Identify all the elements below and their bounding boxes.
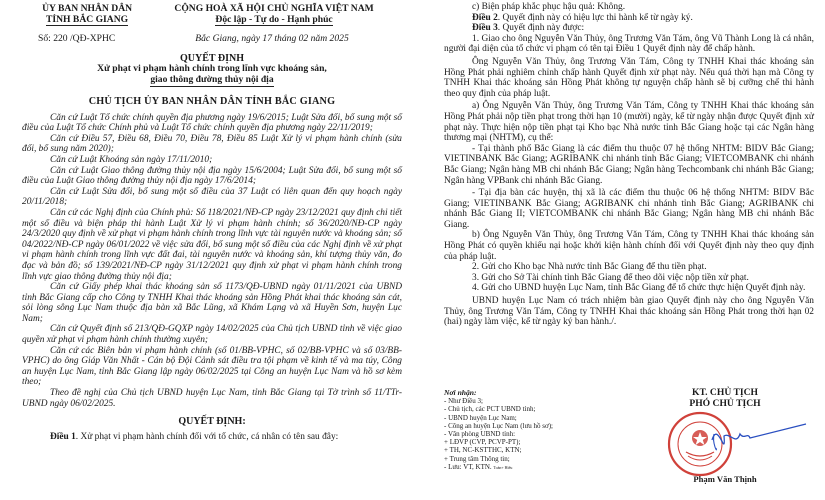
article-3-item: 1. Giao cho ông Nguyễn Văn Thủy, ông Trương Văn Tám, ông Vũ Thành Long là cá nhân, người đại diện của tổ chức vi phạm có tên tại Điều 1 Quyết định này để chấp hành.	[444, 33, 814, 55]
recipient: + LĐVP (CVP, PCVP-PT);	[444, 438, 521, 447]
legal-basis: Căn cứ Giấy phép khai thác khoáng sản số 1173/QĐ-UBND ngày 01/11/2021 của UBND tỉnh Bắc Giang cấp cho Công ty TNHH Khai thác khoáng sản Hồng Phát khai thác khoáng sản cát, sỏi lòng sông Lục Nam thuộc địa bàn xã Bắc Lũng, xã Khám Lạng và xã Huyền Sơn, huyện Lục Nam;	[22, 282, 402, 324]
nation-line2: Độc lập - Tự do - Hạnh phúc	[215, 13, 333, 25]
article-1	[22, 432, 402, 442]
nation-line1: CỘNG HOÀ XÃ HỘI CHỦ NGHĨA VIỆT NAM	[174, 3, 374, 14]
legal-basis: Căn cứ Luật Sửa đổi, bổ sung một số điều của 37 Luật có liên quan đến quy hoạch ngày 20/11/2018;	[22, 186, 402, 208]
legal-basis: Căn cứ các Nghị định của Chính phủ: Số 118/2021/NĐ-CP ngày 23/12/2021 quy định chi tiết một số điều và biện pháp thi hành Luật Xử lý vi phạm hành chính; số 36/2020/NĐ-CP ngày 24/3/2020 quy định về xử phạt vi phạm hành chính trong lĩnh vực tài nguyên nước và khoáng sản; số 04/2022/NĐ-CP ngày 06/01/2022 về việc sửa đổi, bổ sung một số điều của các Nghị định về xử phạt vi phạm hành chính trong lĩnh vực đất đai, tài nguyên nước và khoáng sản, khí tượng thủy văn, đo đạc và bản đồ; số 139/2021/NĐ-CP ngày 31/12/2021 quy định xử phạt vi phạm hành chính trong lĩnh vực giao thông đường thủy nội địa;	[22, 207, 402, 282]
recipient: - Chủ tịch, các PCT UBND tỉnh;	[444, 405, 536, 414]
article-3-item: a) Ông Nguyễn Văn Thủy, ông Trương Văn Tám, Công ty TNHH Khai thác khoáng sản Hồng Phát phải nộp tiền phạt trong thời hạn 10 (mười) ngày, kể từ ngày nhận được Quyết định xử phạt này. Thực hiện nộp tiền phạt tại Kho bạc Nhà nước tỉnh Bắc Giang hoặc tại các Ngân hàng thương mại (NHTM), cụ thể:	[444, 101, 814, 144]
recipient: - Như Điều 3;	[444, 397, 483, 406]
legal-basis: Căn cứ các Biên bản vi phạm hành chính (số 01/BB-VPHC, số 02/BB-VPHC và số 03/BB-VPHC) do ông Giáp Văn Nhất - Cán bộ Đội Cảnh sát điều tra tội phạm về kinh tế và ma túy, Công an huyện Lục Nam, tỉnh Bắc Giang lập ngày 06/02/2025 tại Công an huyện Lục Nam và hồ sơ kèm theo;	[22, 345, 402, 388]
official-seal-icon	[666, 410, 816, 480]
legal-bases	[22, 113, 402, 410]
agency-line2: TỈNH BẮC GIANG	[46, 13, 129, 25]
article-3-item: 4. Gửi cho UBND huyện Lục Nam, tỉnh Bắc Giang để tổ chức thực hiện Quyết định này.	[472, 283, 806, 294]
recipient: - Văn phòng UBND tỉnh:	[444, 430, 516, 439]
article-3-item: - Tại thành phố Bắc Giang là các điểm thu thuộc 07 hệ thống NHTM: BIDV Bắc Giang; VIETINBANK Bắc Giang; AGRIBANK chi nhánh tỉnh Bắc Giang; VIETCOMBANK chi nhánh Bắc Giang; Ngân hàng MB chi nhánh Bắc Giang; Ngân hàng Techcombank chi nhánh Bắc Giang; Ngân hàng VPBank chi nhánh Bắc Giang.	[444, 143, 814, 186]
right-page	[444, 2, 814, 328]
article-3-item: UBND huyện Lục Nam có trách nhiệm bàn giao Quyết định này cho ông Nguyễn Văn Thủy, ông Trương Văn Tám, Công ty TNHH Khai thác khoáng sản Hồng Phát trong thời hạn 02 (hai) ngày làm việc, kể từ ngày ký ban hành./.	[444, 296, 814, 328]
national-motto	[146, 4, 402, 26]
legal-basis: Căn cứ Luật Khoáng sản ngày 17/11/2010;	[50, 154, 213, 165]
article-3-item: b) Ông Nguyễn Văn Thủy, ông Trương Văn Tám, Công ty TNHH Khai thác khoáng sản Hồng Phát có quyền khiếu nại hoặc khởi kiện hành chính đối với Quyết định này theo quy định của pháp luật.	[444, 230, 814, 262]
signature-block	[640, 387, 810, 484]
article-3-item: 2. Gửi cho Kho bạc Nhà nước tỉnh Bắc Giang để thu tiền phạt.	[472, 262, 707, 273]
agency-line1: ỦY BAN NHÂN DÂN	[42, 3, 133, 14]
document-title: QUYẾT ĐỊNH	[180, 53, 244, 64]
signer-name: Phạm Văn Thịnh	[693, 474, 757, 484]
legal-basis: Căn cứ Điều 57, Điều 68, Điều 70, Điều 78, Điều 85 Luật Xử lý vi phạm hành chính (sửa đổi, bổ sung năm 2020);	[22, 133, 402, 155]
legal-basis: Căn cứ Quyết định số 213/QĐ-GQXP ngày 14/02/2025 của Chủ tịch UBND tỉnh về việc giao quyền xử phạt vi phạm hành chính thường xuyên;	[22, 324, 402, 346]
decision-heading: QUYẾT ĐỊNH:	[178, 416, 246, 428]
issuing-authority: CHỦ TỊCH ỦY BAN NHÂN DÂN TỈNH BẮC GIANG	[88, 95, 336, 107]
drafter-initials: Toàn+ Hiếu	[493, 464, 513, 470]
legal-basis: Căn cứ Luật Tổ chức chính quyền địa phương ngày 19/6/2015; Luật Sửa đổi, bổ sung một số điều của Luật Tổ chức Chính phủ và Luật Tổ chức chính quyền địa phương ngày 22/11/2019;	[22, 112, 402, 134]
document-subtitle-2: giao thông đường thủy nội địa	[150, 73, 274, 85]
document-header	[22, 4, 402, 26]
recipient: + Trung tâm Thông tin;	[444, 454, 510, 463]
article-3-item: 3. Gửi cho Sở Tài chính tỉnh Bắc Giang để theo dõi việc nộp tiền xử phạt.	[472, 272, 749, 283]
article-1-label: Điều 1	[50, 432, 76, 443]
legal-basis: Căn cứ Luật Giao thông đường thủy nội địa ngày 15/6/2004; Luật Sửa đổi, bổ sung một số điều của Luật Giao thông đường thủy nội địa ngày 17/6/2014;	[22, 165, 402, 187]
signer-title-2: PHÓ CHỦ TỊCH	[689, 397, 761, 409]
place-date: Bắc Giang, ngày 17 tháng 02 năm 2025	[195, 33, 349, 44]
recipient: - Công an huyện Lục Nam (lưu hồ sơ);	[444, 421, 553, 430]
article-2: Điều 2. Quyết định này có hiệu lực thi hành kể từ ngày ký.	[472, 12, 693, 23]
document-number: Số: 220 /QĐ-XPHC	[38, 33, 116, 44]
signer-title-1: KT. CHỦ TỊCH	[691, 387, 758, 398]
recipients-heading: Nơi nhận:	[444, 388, 477, 397]
legal-basis: Theo đề nghị của Chủ tịch UBND huyện Lục Nam, tỉnh Bắc Giang tại Tờ trình số 11/TTr-UBND ngày 06/02/2025.	[22, 388, 402, 409]
issuing-agency	[28, 4, 146, 26]
remedy-measure: c) Biện pháp khắc phục hậu quả: Không.	[472, 2, 626, 12]
document-subtitle-1: Xử phạt vi phạm hành chính trong lĩnh vực khoáng sản,	[97, 63, 327, 74]
recipients-block	[444, 389, 624, 472]
recipient: - UBND huyện Lục Nam;	[444, 413, 517, 422]
article-3: Điều 3. Quyết định này được:	[472, 23, 585, 34]
number-date-row	[22, 33, 402, 44]
article-3-item: - Tại địa bàn các huyện, thị xã là các điểm thu thuộc 06 hệ thống NHTM: BIDV Bắc Giang; VIETINBANK Bắc Giang; AGRIBANK chi nhánh tỉnh Bắc Giang; AGRIBANK chi nhánh Bắc Giang II; VIETCOMBANK chi nhánh Bắc Giang; Ngân hàng MB chi nhánh Bắc Giang.	[444, 188, 814, 230]
left-page	[22, 0, 402, 442]
article-3-item: Ông Nguyễn Văn Thủy, ông Trương Văn Tám, Công ty TNHH Khai thác khoáng sản Hồng Phát phải nghiêm chỉnh chấp hành Quyết định xử phạt này. Nếu quá thời hạn mà Công ty TNHH Khai thác khoáng sản Hồng Phát không tự nguyện chấp hành sẽ bị cưỡng chế thi hành theo quy định của pháp luật.	[444, 56, 814, 99]
recipient-archive: - Lưu: VT, KTN. Toàn+ Hiếu	[444, 462, 513, 471]
article-1-text: . Xử phạt vi phạm hành chính đối với tổ chức, cá nhân có tên sau đây:	[75, 432, 339, 443]
recipient: + TH, NC-KSTTHC, KTN;	[444, 446, 522, 455]
